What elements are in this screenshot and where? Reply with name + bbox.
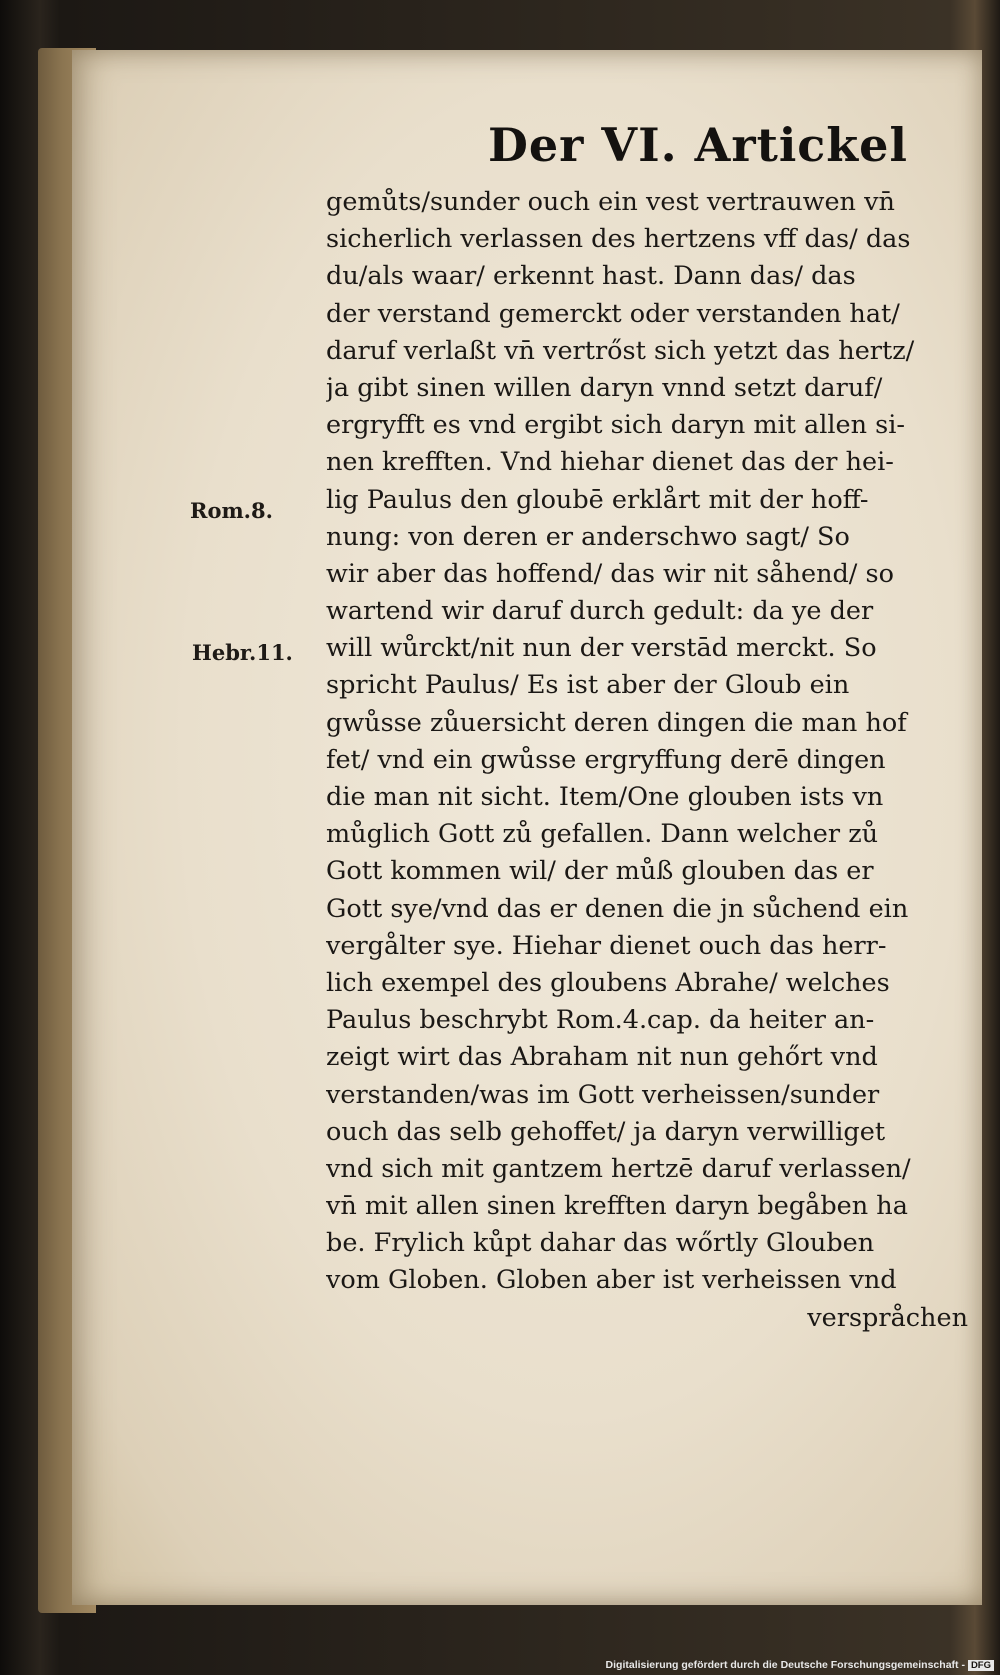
body-line: will wůrckt/nit nun der verstād merckt. So [326, 633, 877, 664]
body-line: lich exempel des gloubens Abrahe/ welches [326, 967, 890, 998]
dfg-logo: DFG [968, 1660, 994, 1671]
body-line: be. Frylich kůpt dahar das wőrtly Glouben [326, 1228, 875, 1259]
body-line: Gott kommen wil/ der můß glouben das er [326, 856, 874, 887]
body-line: du/als waar/ erkennt hast. Dann das/ das [326, 261, 856, 292]
body-line: lig Paulus den gloubē erklårt mit der hoff- [326, 484, 869, 515]
running-header: Der VI. Artickel [488, 118, 908, 172]
body-line: gwůsse zůuersicht deren dingen die man hof [326, 707, 907, 738]
body-line: ouch das selb gehoffet/ ja daryn verwilliget [326, 1116, 886, 1147]
body-line: Gott sye/vnd das er denen die jn sůchend ein [326, 893, 909, 924]
body-line: sicherlich verlassen des hertzens vff das/ das [326, 224, 911, 255]
body-line: nen krefften. Vnd hiehar dienet das der hei- [326, 447, 894, 478]
margin-note-hebr: Hebr.11. [192, 640, 293, 665]
body-line: der verstand gemerckt oder verstanden hat/ [326, 298, 900, 329]
catchword: verspråchen [807, 1302, 968, 1333]
credit-text: Digitalisierung gefördert durch die Deutsche Forschungsgemeinschaft - [605, 1659, 965, 1671]
body-line: můglich Gott zů gefallen. Dann welcher zů [326, 819, 879, 850]
body-line: zeigt wirt das Abraham nit nun gehőrt vnd [326, 1042, 878, 1073]
body-line: fet/ vnd ein gwůsse ergryffung derē dingen [326, 744, 886, 775]
body-line: vn̄ mit allen sinen krefften daryn begåben ha [326, 1191, 908, 1222]
margin-note-rom: Rom.8. [190, 498, 273, 523]
body-line: wir aber das hoffend/ das wir nit såhend/ so [326, 558, 894, 589]
body-line: wartend wir daruf durch gedult: da ye der [326, 596, 874, 627]
body-line: ja gibt sinen willen daryn vnnd setzt daruf/ [326, 372, 883, 403]
body-line: verstanden/was im Gott verheissen/sunder [326, 1079, 880, 1110]
body-line: gemůts/sunder ouch ein vest vertrauwen vn̄ [326, 187, 895, 217]
body-text [326, 184, 986, 1337]
body-line: die man nit sicht. Item/One glouben ists vn [326, 782, 884, 812]
body-line: spricht Paulus/ Es ist aber der Gloub ein [326, 670, 850, 701]
body-line: ergryfft es vnd ergibt sich daryn mit allen si- [326, 410, 906, 441]
body-line: vnd sich mit gantzem hertzē daruf verlassen/ [326, 1153, 911, 1184]
body-line: nung: von deren er anderschwo sagt/ So [326, 521, 850, 552]
body-line: vergålter sye. Hiehar dienet ouch das herr- [326, 930, 887, 961]
body-line: Paulus beschrybt Rom.4.cap. da heiter an- [326, 1005, 875, 1036]
body-line: vom Globen. Globen aber ist verheissen vnd [326, 1265, 897, 1296]
digitization-credit [606, 1659, 994, 1671]
body-line: daruf verlaßt vn̄ vertrőst sich yetzt das hertz/ [326, 335, 915, 366]
